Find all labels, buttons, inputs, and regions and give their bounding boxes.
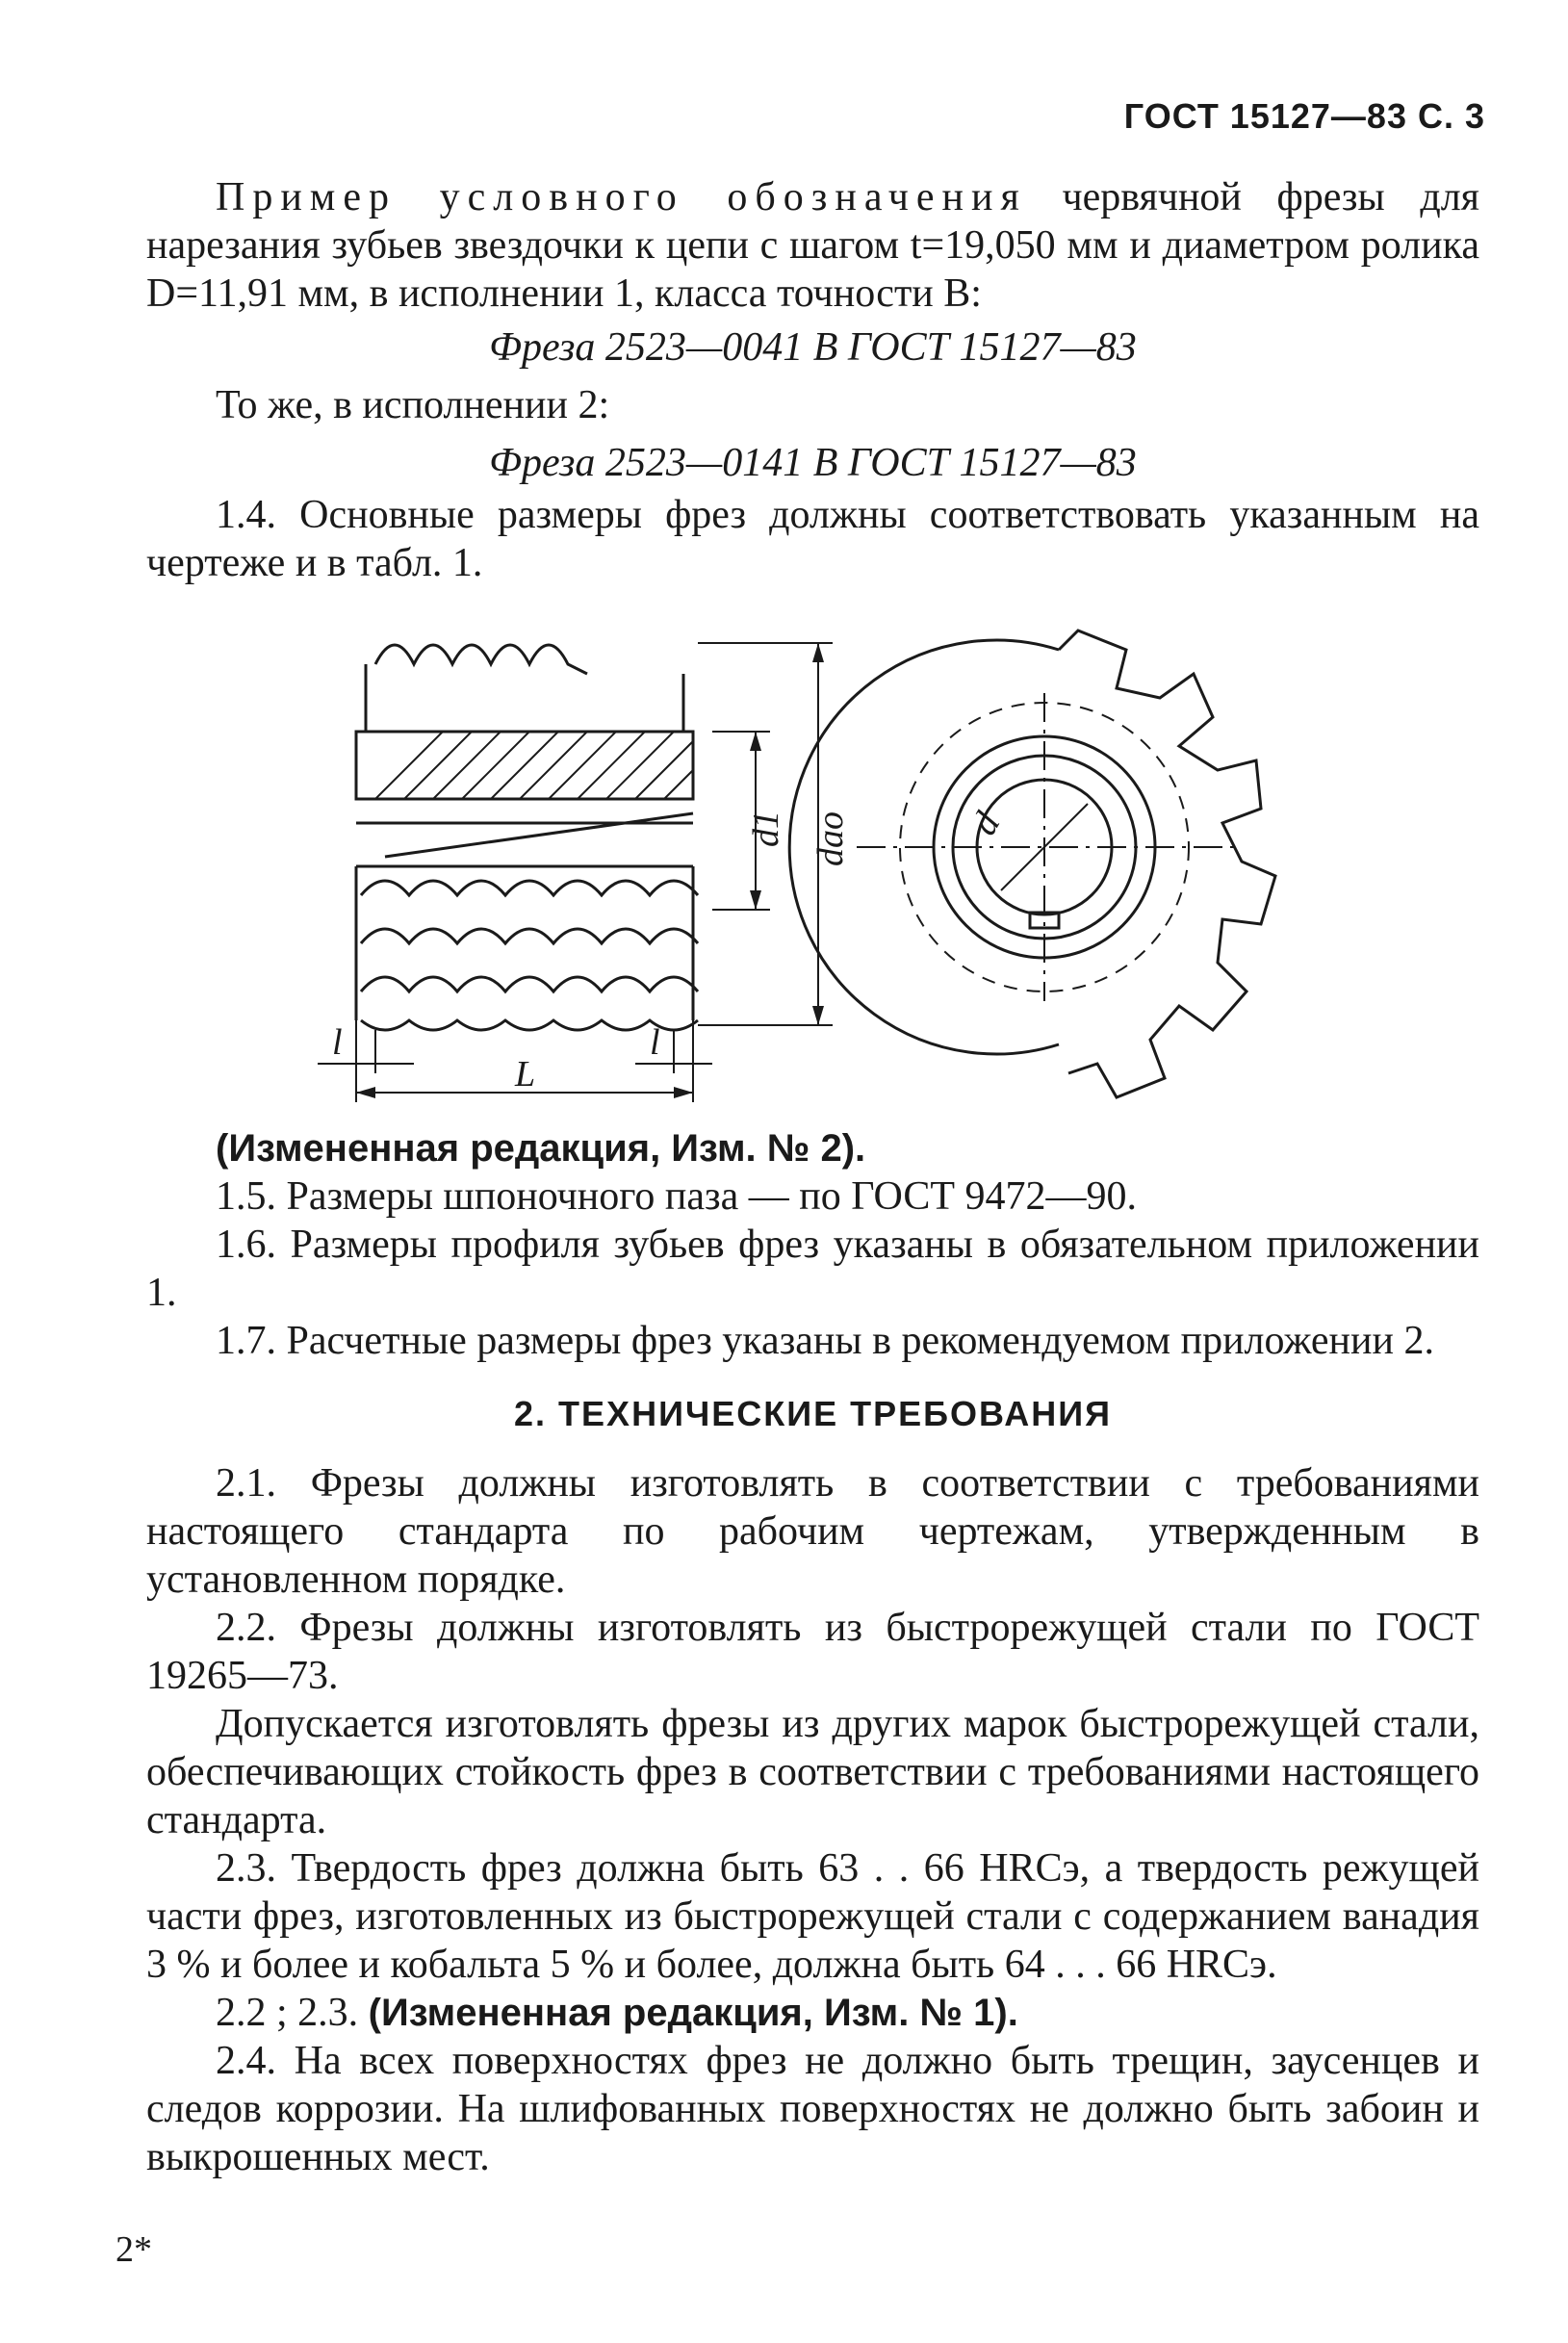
label-l-right: l <box>650 1022 660 1063</box>
paragraph-2-1: 2.1. Фрезы должны изготовлять в соответствии с требованиями настоящего стандарта по рабочим чертежам, утвержденным в установленном порядке. <box>146 1461 1479 1602</box>
paragraph-2-2: 2.2. Фрезы должны изготовлять из быстрорежущей стали по ГОСТ 19265—73. <box>146 1606 1479 1698</box>
hob-teeth-row-1 <box>361 881 698 895</box>
paragraph-same-execution-2: То же, в исполнении 2: <box>216 383 610 427</box>
section-title-technical-requirements: 2. ТЕХНИЧЕСКИЕ ТРЕБОВАНИЯ <box>514 1394 1112 1433</box>
paragraph-2-4: 2.4. На всех поверхностях фрез не должно быть трещин, заусенцев и следов коррозии. На шлифованных поверхностях не должно быть забоин и выкрошенных мест. <box>146 2039 1479 2179</box>
paragraph-allowed-steels: Допускается изготовлять фрезы из других марок быстрорежущей стали, обеспечивающих стойкость фрез в соответствии с требованиями настоящего стандарта. <box>146 1702 1479 1842</box>
label-d: d <box>964 806 1009 842</box>
cutter-front-view <box>789 631 1275 1097</box>
revision-note-1-bold: (Измененная редакция, Изм. № 1). <box>368 1992 1018 2034</box>
label-d1: d1 <box>746 811 786 847</box>
label-dao: dao <box>810 811 851 866</box>
upper-text-block <box>146 173 1479 587</box>
paragraph-1-4: 1.4. Основные размеры фрез должны соответствовать указанным на чертеже и в табл. 1. <box>146 493 1479 585</box>
revision-note-2: (Измененная редакция, Изм. № 2). <box>216 1127 866 1170</box>
page-footer-mark: 2* <box>116 2229 152 2270</box>
label-l-left: l <box>332 1022 343 1063</box>
page-header: ГОСТ 15127—83 С. 3 <box>1123 96 1485 136</box>
paragraph-example-intro <box>146 173 1479 318</box>
revision-note-1-lead: 2.2 ; 2.3. <box>216 1991 369 2035</box>
revision-note-1 <box>146 1989 1479 2037</box>
hob-top-profile <box>375 645 587 674</box>
example-intro-lead: Пример условного обозначения <box>216 175 1027 219</box>
designation-example-1: Фреза 2523—0041 В ГОСТ 15127—83 <box>489 325 1137 370</box>
paragraph-2-3: 2.3. Твердость фрез должна быть 63 . . 66 HRCэ, а твердость режущей части фрез, изготовленных из быстрорежущей стали с содержанием ванадия 3 % и более и кобальта 5 % и более, должна быть 64 . . . 66 HRCэ. <box>146 1846 1479 1987</box>
paragraph-1-6: 1.6. Размеры профиля зубьев фрез указаны в обязательном приложении 1. <box>146 1223 1479 1315</box>
example-intro-rest: червячной фрезы для нарезания зубьев звездочки к цепи с шагом t=19,050 мм и диаметром ролика D=11,91 мм, в исполнении 1, класса точности В: <box>146 175 1479 316</box>
lower-text-block <box>146 1124 1479 2181</box>
hob-bottom-profile <box>361 1020 698 1030</box>
paragraph-1-5: 1.5. Размеры шпоночного паза — по ГОСТ 9472—90. <box>216 1174 1137 1219</box>
cutter-drawing <box>318 616 1319 1117</box>
hob-teeth-row-3 <box>361 977 698 991</box>
front-view-teeth <box>1059 631 1275 1097</box>
label-L: L <box>515 1054 536 1094</box>
paragraph-1-7: 1.7. Расчетные размеры фрез указаны в рекомендуемом приложении 2. <box>216 1319 1434 1363</box>
designation-example-2: Фреза 2523—0141 В ГОСТ 15127—83 <box>489 441 1137 485</box>
hob-teeth-row-2 <box>361 929 698 943</box>
